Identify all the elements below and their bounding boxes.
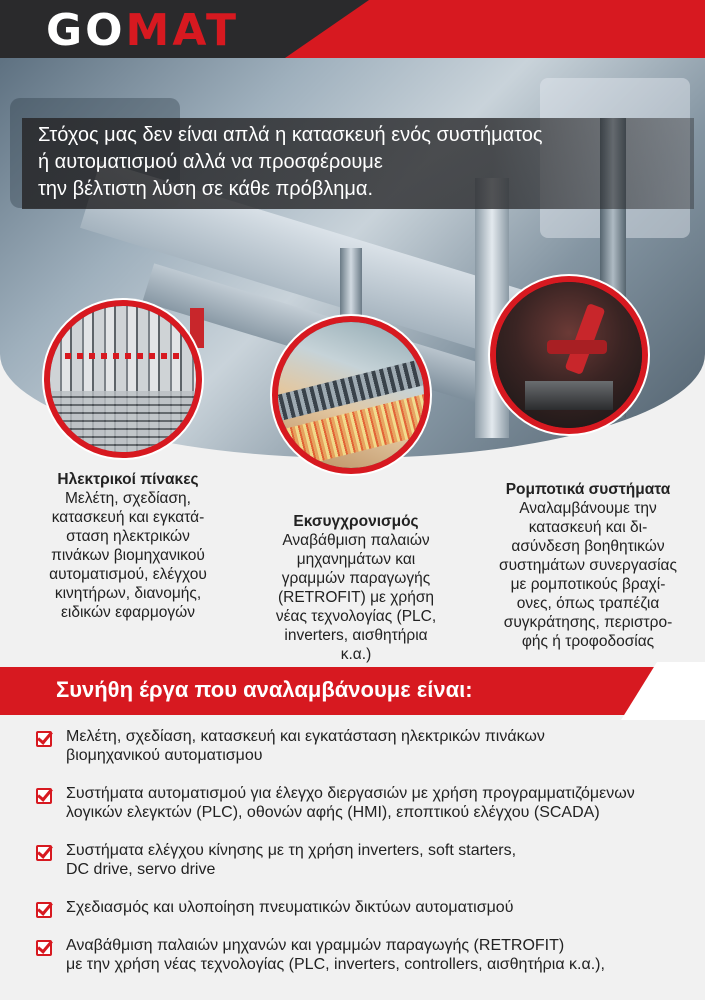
list-item — [36, 936, 686, 974]
checkbox-check-icon — [36, 731, 52, 747]
logo-text-go: GO — [46, 5, 126, 56]
list-item-line: Συστήματα αυτοματισμού για έλεγχο διεργασιών με χρήση προγραμματιζόμενων — [66, 785, 635, 802]
service-modernization — [256, 512, 456, 664]
service-line: κατασκευή και εγκατά- — [51, 509, 205, 526]
service-title: Ηλεκτρικοί πίνακες — [57, 471, 199, 488]
service-line: ειδικών εφαρμογών — [60, 604, 196, 621]
hero-tagline — [22, 118, 694, 209]
service-title: Εκσυγχρονισμός — [293, 513, 419, 530]
service-line: συγκράτησης, περιστρο- — [503, 614, 673, 631]
list-item — [36, 727, 686, 765]
service-line: με ρομποτικούς βραχί- — [510, 576, 666, 593]
service-line: σταση ηλεκτρικών — [66, 528, 190, 545]
service-line: αυτοματισμού, ελέγχου — [49, 566, 207, 583]
electrical-panel-photo — [44, 300, 202, 458]
header-bar — [0, 0, 705, 58]
list-item — [36, 841, 686, 879]
robot-arm-photo — [490, 276, 648, 434]
list-item — [36, 784, 686, 822]
service-title: Ρομποτικά συστήματα — [505, 481, 671, 498]
checkbox-check-icon — [36, 845, 52, 861]
service-line: κ.α.) — [340, 646, 372, 663]
plc-photo — [272, 316, 430, 474]
service-line: κινητήρων, διανομής, — [54, 585, 202, 602]
service-line: ονες, όπως τραπέζια — [516, 595, 660, 612]
list-item-line: Αναβάθμιση παλαιών μηχανών και γραμμών παραγωγής (RETROFIT) — [66, 937, 565, 954]
service-robotic-systems — [488, 480, 688, 651]
service-line: μηχανημάτων και — [296, 551, 416, 568]
service-line: (RETROFIT) με χρήση — [277, 589, 435, 606]
logo-text-mat: MAT — [125, 5, 239, 56]
service-line: Μελέτη, σχεδίαση, — [65, 490, 191, 507]
service-line: φής ή τροφοδοσίας — [521, 633, 655, 650]
checkbox-check-icon — [36, 788, 52, 804]
list-item-line: λογικών ελεγκτών (PLC), οθονών αφής (HMI), εποπτικού ελέγχου (SCADA) — [66, 804, 600, 821]
service-line: συστημάτων συνεργασίας — [499, 557, 677, 574]
list-item-line: Μελέτη, σχεδίαση, κατασκευή και εγκατάσταση ηλεκτρικών πινάκων — [66, 728, 545, 745]
service-line: γραμμών παραγωγής — [281, 570, 431, 587]
list-item-line: Σχεδιασμός και υλοποίηση πνευματικών δικτύων αυτοματισμού — [66, 899, 514, 916]
list-item-line: DC drive, servo drive — [66, 861, 216, 878]
service-line: πινάκων βιομηχανικού — [51, 547, 205, 564]
projects-heading: Συνήθη έργα που αναλαμβάνουμε είναι: — [56, 677, 473, 702]
service-line: νέας τεχνολογίας (PLC, — [275, 608, 437, 625]
header-red-accent — [285, 0, 705, 58]
tagline-line: Στόχος μας δεν είναι απλά η κατασκευή ενός συστήματος — [38, 124, 543, 146]
list-item — [36, 898, 686, 917]
checkbox-check-icon — [36, 902, 52, 918]
tagline-line: ή αυτοματισμού αλλά να προσφέρουμε — [38, 151, 383, 173]
service-line: κατασκευή και δι- — [528, 519, 648, 536]
gomat-logo — [46, 7, 239, 55]
checkbox-check-icon — [36, 940, 52, 956]
service-line: inverters, αισθητήρια — [284, 627, 428, 644]
service-electrical-panels — [28, 470, 228, 622]
list-item-line: βιομηχανικού αυτοματισμου — [66, 747, 263, 764]
list-item-line: Συστήματα ελέγχου κίνησης με τη χρήση inverters, soft starters, — [66, 842, 517, 859]
service-line: Αναβάθμιση παλαιών — [282, 532, 430, 549]
projects-list — [36, 727, 686, 974]
list-item-line: με την χρήση νέας τεχνολογίας (PLC, inverters, controllers, αισθητήρια κ.α.), — [66, 956, 605, 973]
service-line: ασύνδεση βοηθητικών — [511, 538, 665, 555]
service-line: Αναλαμβάνουμε την — [519, 500, 657, 517]
tagline-line: την βέλτιστη λύση σε κάθε πρόβλημα. — [38, 178, 374, 200]
